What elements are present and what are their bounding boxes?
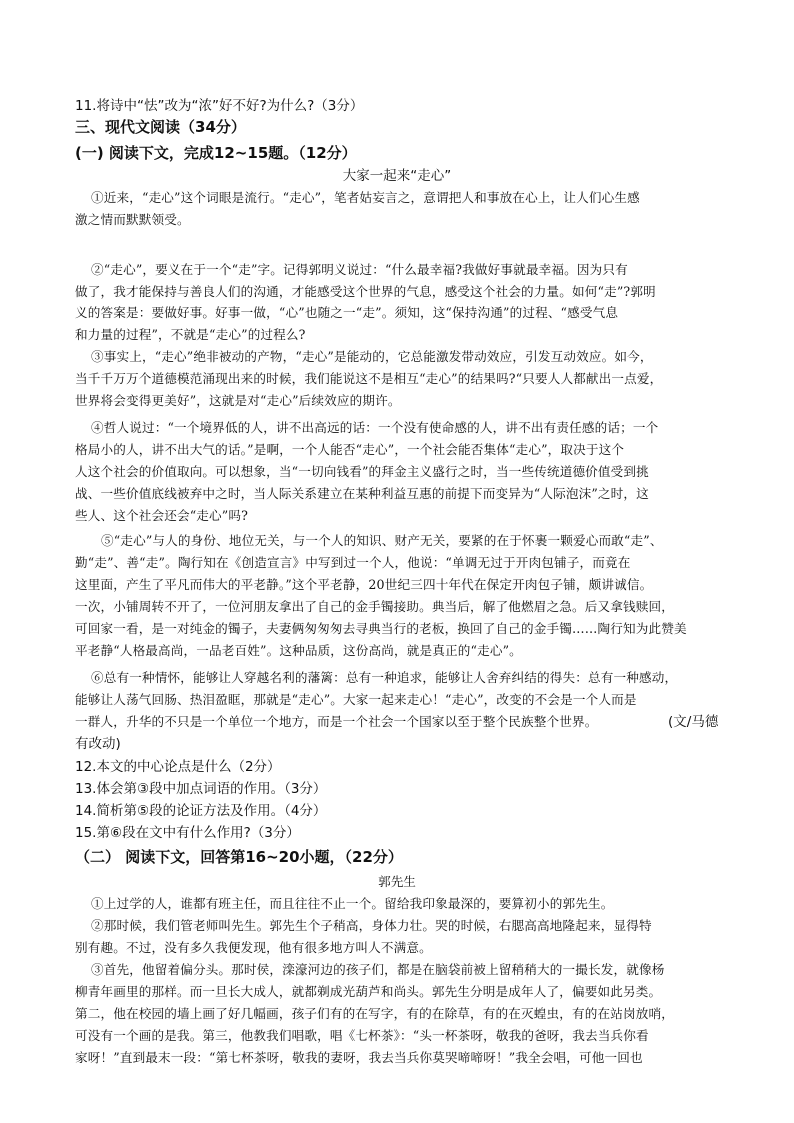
essay-1-line: 勤“走”、善“走”。陶行知在《创造宣言》中写到过一个人，他说：“单调无过于开肉包铺子，而竟在 — [75, 555, 631, 570]
essay-2-line: ③首先，他留着偏分头。那时侯，滦濠河边的孩子们，都是在脑袋前被上留稍稍大的一撮长发，就像杨 — [91, 962, 665, 977]
essay-1-line: 格局小的人，讲不出大气的话。”是啊，一个人能否“走心”，一个社会能否集体“走心”，取决于这个 — [75, 442, 625, 457]
essay-1-title: 大家一起来“走心” — [342, 168, 452, 184]
question-12: 12.本文的中心论点是什么（2分） — [75, 759, 281, 775]
question-14: 14.简析第⑤段的论证方法及作用。（4分） — [75, 803, 327, 819]
essay-2-line: 第二，他在校园的墙上画了好几幅画，孩子们有的在写字，有的在除草，有的在灭蝗虫，有的在站岗放哨， — [75, 1006, 674, 1021]
essay-1-line: ③事实上，“走心”绝非被动的产物，“走心”是能动的，它总能激发带动效应，引发互动效应。如今， — [91, 349, 653, 364]
essay-1-line: 当千千万万个道德模范涌现出来的时候，我们能说这不是相互“走心”的结果吗?“只要人人都献出一点爱， — [75, 371, 663, 386]
question-15: 15.第⑥段在文中有什么作用?（3分） — [75, 825, 300, 841]
essay-1-line: 一群人，升华的不只是一个单位一个地方，而是一个社会一个国家以至于整个民族整个世界。 — [75, 714, 598, 729]
essay-1-line: 激之情而默默领受。 — [75, 212, 190, 227]
essay-1-line: 些人、这个社会还会“走心”吗? — [75, 508, 249, 523]
essay-1-line: 做了，我才能保持与善良人们的沟通，才能感受这个世界的气息，感受这个社会的力量。如何“走”?郭明 — [75, 284, 656, 299]
essay-1-line: 和力量的过程”，不就是“走心”的过程么? — [75, 327, 306, 342]
essay-2-line: ②那时候，我们管老师叫先生。郭先生个子稍高，身体力壮。哭的时候，右腮高高地隆起来，显得特 — [91, 918, 652, 933]
essay-1-source: 有改动) — [75, 736, 121, 752]
essay-1-line: ⑥总有一种情怀，能够让人穿越名利的藩篱：总有一种追求，能够让人舍弃纠结的得失：总有一种感动， — [91, 670, 678, 685]
essay-1-line: ⑤“走心”与人的身份、地位无关，与一个人的知识、财产无关，要紧的在于怀裹一颗爱心而敢“走”、 — [101, 533, 663, 548]
essay-2-title: 郭先生 — [378, 874, 416, 889]
question-11: 11.将诗中“怯”改为“浓”好不好?为什么?（3分） — [75, 98, 364, 114]
essay-2-line: 柳青年画里的那样。而一旦长大成人，就都剃成光葫芦和尚头。郭先生分明是成年人了，偏要如此另类。 — [75, 984, 662, 999]
question-13: 13.体会第③段中加点词语的作用。（3分） — [75, 781, 327, 797]
essay-1-line: 战、一些价值底线被弃中之时，当人际关系建立在某种利益互惠的前提下而变异为“人际泡沫”之时，这 — [75, 486, 649, 501]
essay-1-line: ①近来，“走心”这个词眼是流行。“走心”，笔者姑妄言之，意谓把人和事放在心上，让人们心生感 — [91, 190, 640, 205]
essay-2-line: 别有趣。不过，没有多久我便发现，他有很多地方叫人不满意。 — [75, 940, 432, 955]
essay-1-line: 能够让人荡气回肠、热泪盈眶，那就是“走心”。大家一起来走心！“走心”，改变的不会是一个人而是 — [75, 692, 637, 707]
essay-1-line: 这里面，产生了平凡而伟大的平老静。”这个平老静，20世纪三四十年代在保定开肉包子铺，颇讲诚信。 — [75, 577, 653, 592]
essay-1-line: 义的答案是：要做好事。好事一做，“心”也随之一“走”。须知，这“保持沟通”的过程、“感受气息 — [75, 305, 619, 320]
essay-1-source: (文/马德 — [668, 714, 719, 730]
part-2-heading: （二） 阅读下文，回答第16~20小题，（22分） — [75, 848, 403, 866]
essay-1-line: 可回家一看，是一对纯金的镯子，夫妻俩匆匆匆去寻典当行的老板，换回了自己的金手镯……陶行知为此赞美 — [75, 621, 687, 636]
essay-1-line: 一次，小铺周转不开了，一位河朋友拿出了自己的金手镯接助。典当后，解了他燃眉之急。后又拿钱赎回， — [75, 599, 674, 614]
essay-1-line: ④哲人说过：“一个境界低的人，讲不出高远的话：一个没有使命感的人，讲不出有责任感的话；一个 — [91, 420, 659, 435]
essay-1-line: 人这个社会的价值取向。可以想象，当“一切向钱看”的拜金主义盛行之时，当一些传统道德价值受到挑 — [75, 464, 649, 479]
essay-1-line: 世界将会变得更美好”，这就是对“走心”后续效应的期许。 — [75, 393, 401, 408]
essay-2-line: 可没有一个画的是我。第三，他教我们唱歌，唱《七杯茶》：“头一杯茶呀，敬我的爸呀，我去当兵你看 — [75, 1028, 649, 1043]
part-1-heading: (一) 阅读下文，完成12~15题。（12分） — [75, 144, 357, 162]
essay-1-line: 平老静“人格最高尚，一品老百姓”。这种品质，这份高尚，就是真正的“走心”。 — [75, 643, 522, 658]
essay-1-line: ②“走心”，要义在于一个“走”字。记得郭明义说过：“什么最幸福?我做好事就最幸福。因为只有 — [91, 262, 628, 277]
section-heading: 三、现代文阅读（34分） — [75, 118, 246, 136]
essay-2-line: ①上过学的人，谁都有班主任，而且往往不止一个。留给我印象最深的，要算初小的郭先生。 — [91, 896, 614, 911]
essay-2-line: 家呀！”直到最末一段：“第七杯茶呀，敬我的妻呀，我去当兵你莫哭啼啼呀！”我全会唱，可他一回也 — [75, 1050, 643, 1065]
